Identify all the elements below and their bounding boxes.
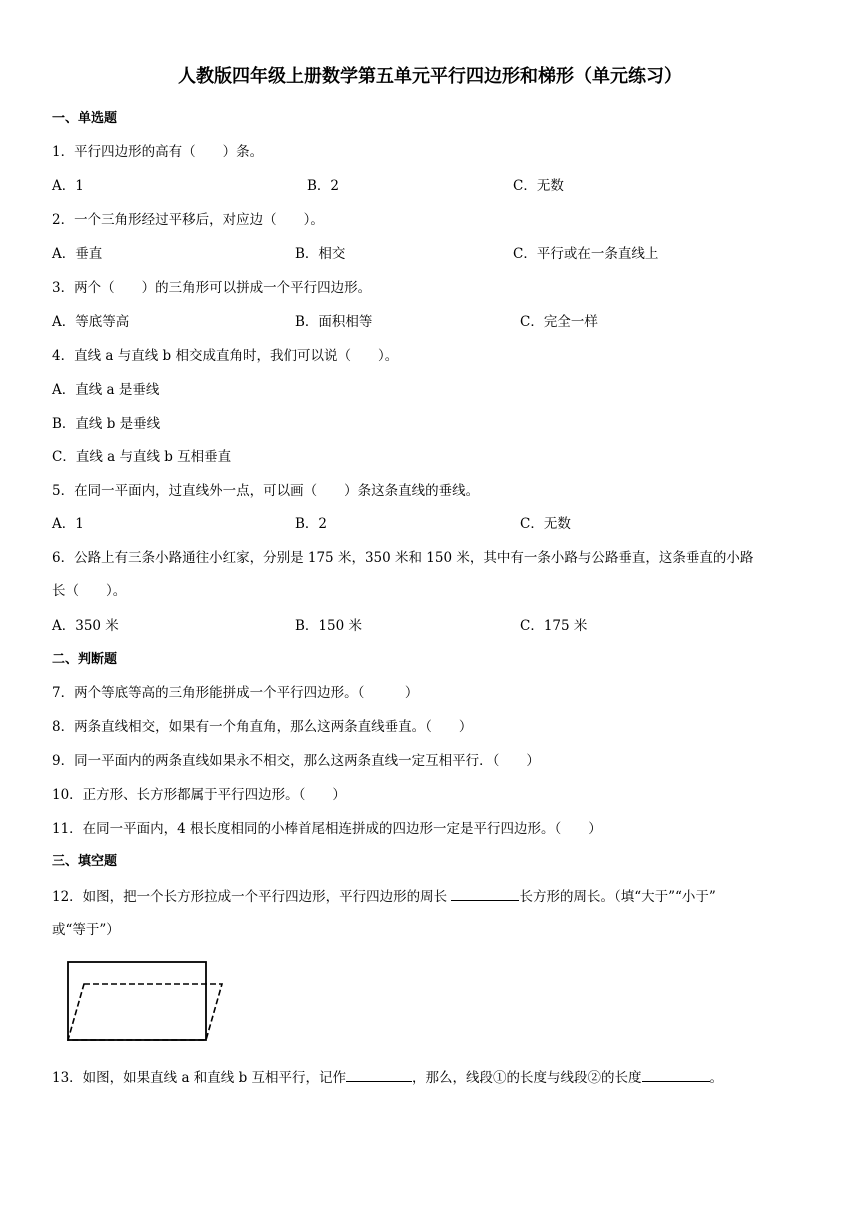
question-2-stem: 2．一个三角形经过平移后，对应边（ ）。 bbox=[52, 212, 324, 228]
question-3-option-b: B．面积相等 bbox=[295, 314, 373, 330]
question-2-option-b: B．相交 bbox=[295, 246, 346, 262]
question-13-answer-blank-2[interactable] bbox=[642, 1067, 710, 1082]
question-4-option-c: C．直线 a 与直线 b 互相垂直 bbox=[52, 449, 232, 465]
question-13-text-2: ，那么，线段①的长度与线段②的长度 bbox=[412, 1070, 642, 1086]
question-1-stem: 1．平行四边形的高有（ ）条。 bbox=[52, 144, 264, 160]
page-title: 人教版四年级上册数学第五单元平行四边形和梯形（单元练习） bbox=[178, 66, 682, 87]
question-7: 7．两个等底等高的三角形能拼成一个平行四边形。（ ） bbox=[52, 685, 419, 701]
question-5-option-b: B．2 bbox=[295, 516, 328, 532]
question-3-stem: 3．两个（ ）的三角形可以拼成一个平行四边形。 bbox=[52, 280, 372, 296]
question-4-stem: 4．直线 a 与直线 b 相交成直角时，我们可以说（ ）。 bbox=[52, 348, 399, 364]
question-10: 10．正方形、长方形都属于平行四边形。（ ） bbox=[52, 787, 346, 803]
question-5-stem: 5．在同一平面内，过直线外一点，可以画（ ）条这条直线的垂线。 bbox=[52, 483, 480, 499]
question-12-line1 bbox=[52, 885, 716, 905]
question-5-option-c: C．无数 bbox=[520, 516, 571, 532]
question-3-option-a: A．等底等高 bbox=[52, 314, 130, 330]
question-13-answer-blank-1[interactable] bbox=[346, 1067, 412, 1082]
question-9: 9．同一平面内的两条直线如果永不相交，那么这两条直线一定互相平行．（ ） bbox=[52, 753, 540, 769]
question-6-stem-line2: 长（ ）。 bbox=[52, 583, 127, 599]
question-12-line2: 或“等于”） bbox=[52, 922, 120, 938]
section-true-false: 二、判断题 bbox=[52, 652, 118, 667]
question-12-text-1: 12．如图，把一个长方形拉成一个平行四边形，平行四边形的周长 bbox=[52, 889, 452, 905]
rectangle-shape bbox=[68, 962, 206, 1040]
parallelogram-shape bbox=[68, 984, 222, 1040]
question-11: 11．在同一平面内，4 根长度相同的小棒首尾相连拼成的四边形一定是平行四边形。（ ） bbox=[52, 821, 602, 837]
question-12-text-2: 长方形的周长。（填“大于”“小于” bbox=[519, 889, 716, 905]
section-fill-blank: 三、填空题 bbox=[52, 854, 118, 869]
rectangle-parallelogram-diagram bbox=[64, 958, 226, 1044]
question-13-text-3: 。 bbox=[709, 1070, 724, 1086]
question-4-option-a: A．直线 a 是垂线 bbox=[52, 382, 160, 398]
question-2-option-c: C．平行或在一条直线上 bbox=[513, 246, 659, 262]
question-6-option-a: A．350 米 bbox=[52, 618, 119, 634]
question-1-option-c: C．无数 bbox=[513, 178, 564, 194]
rectangle-parallelogram-figure bbox=[64, 958, 226, 1048]
section-single-choice: 一、单选题 bbox=[52, 111, 118, 126]
question-8: 8．两条直线相交，如果有一个角直角，那么这两条直线垂直。（ ） bbox=[52, 719, 473, 735]
question-6-stem-line1: 6．公路上有三条小路通往小红家，分别是 175 米，350 米和 150 米，其中有一条小路与公路垂直，这条垂直的小路 bbox=[52, 550, 754, 566]
question-3-option-c: C．完全一样 bbox=[520, 314, 598, 330]
question-6-option-c: C．175 米 bbox=[520, 618, 588, 634]
question-6-option-b: B．150 米 bbox=[295, 618, 362, 634]
question-5-option-a: A．1 bbox=[52, 516, 84, 532]
question-1-option-b: B．2 bbox=[307, 178, 340, 194]
question-2-option-a: A．垂直 bbox=[52, 246, 103, 262]
question-4-option-b: B．直线 b 是垂线 bbox=[52, 416, 161, 432]
question-1-option-a: A．1 bbox=[52, 178, 84, 194]
question-13 bbox=[52, 1066, 723, 1086]
question-13-text-1: 13．如图，如果直线 a 和直线 b 互相平行，记作 bbox=[52, 1070, 347, 1086]
question-12-answer-blank[interactable] bbox=[451, 886, 519, 901]
